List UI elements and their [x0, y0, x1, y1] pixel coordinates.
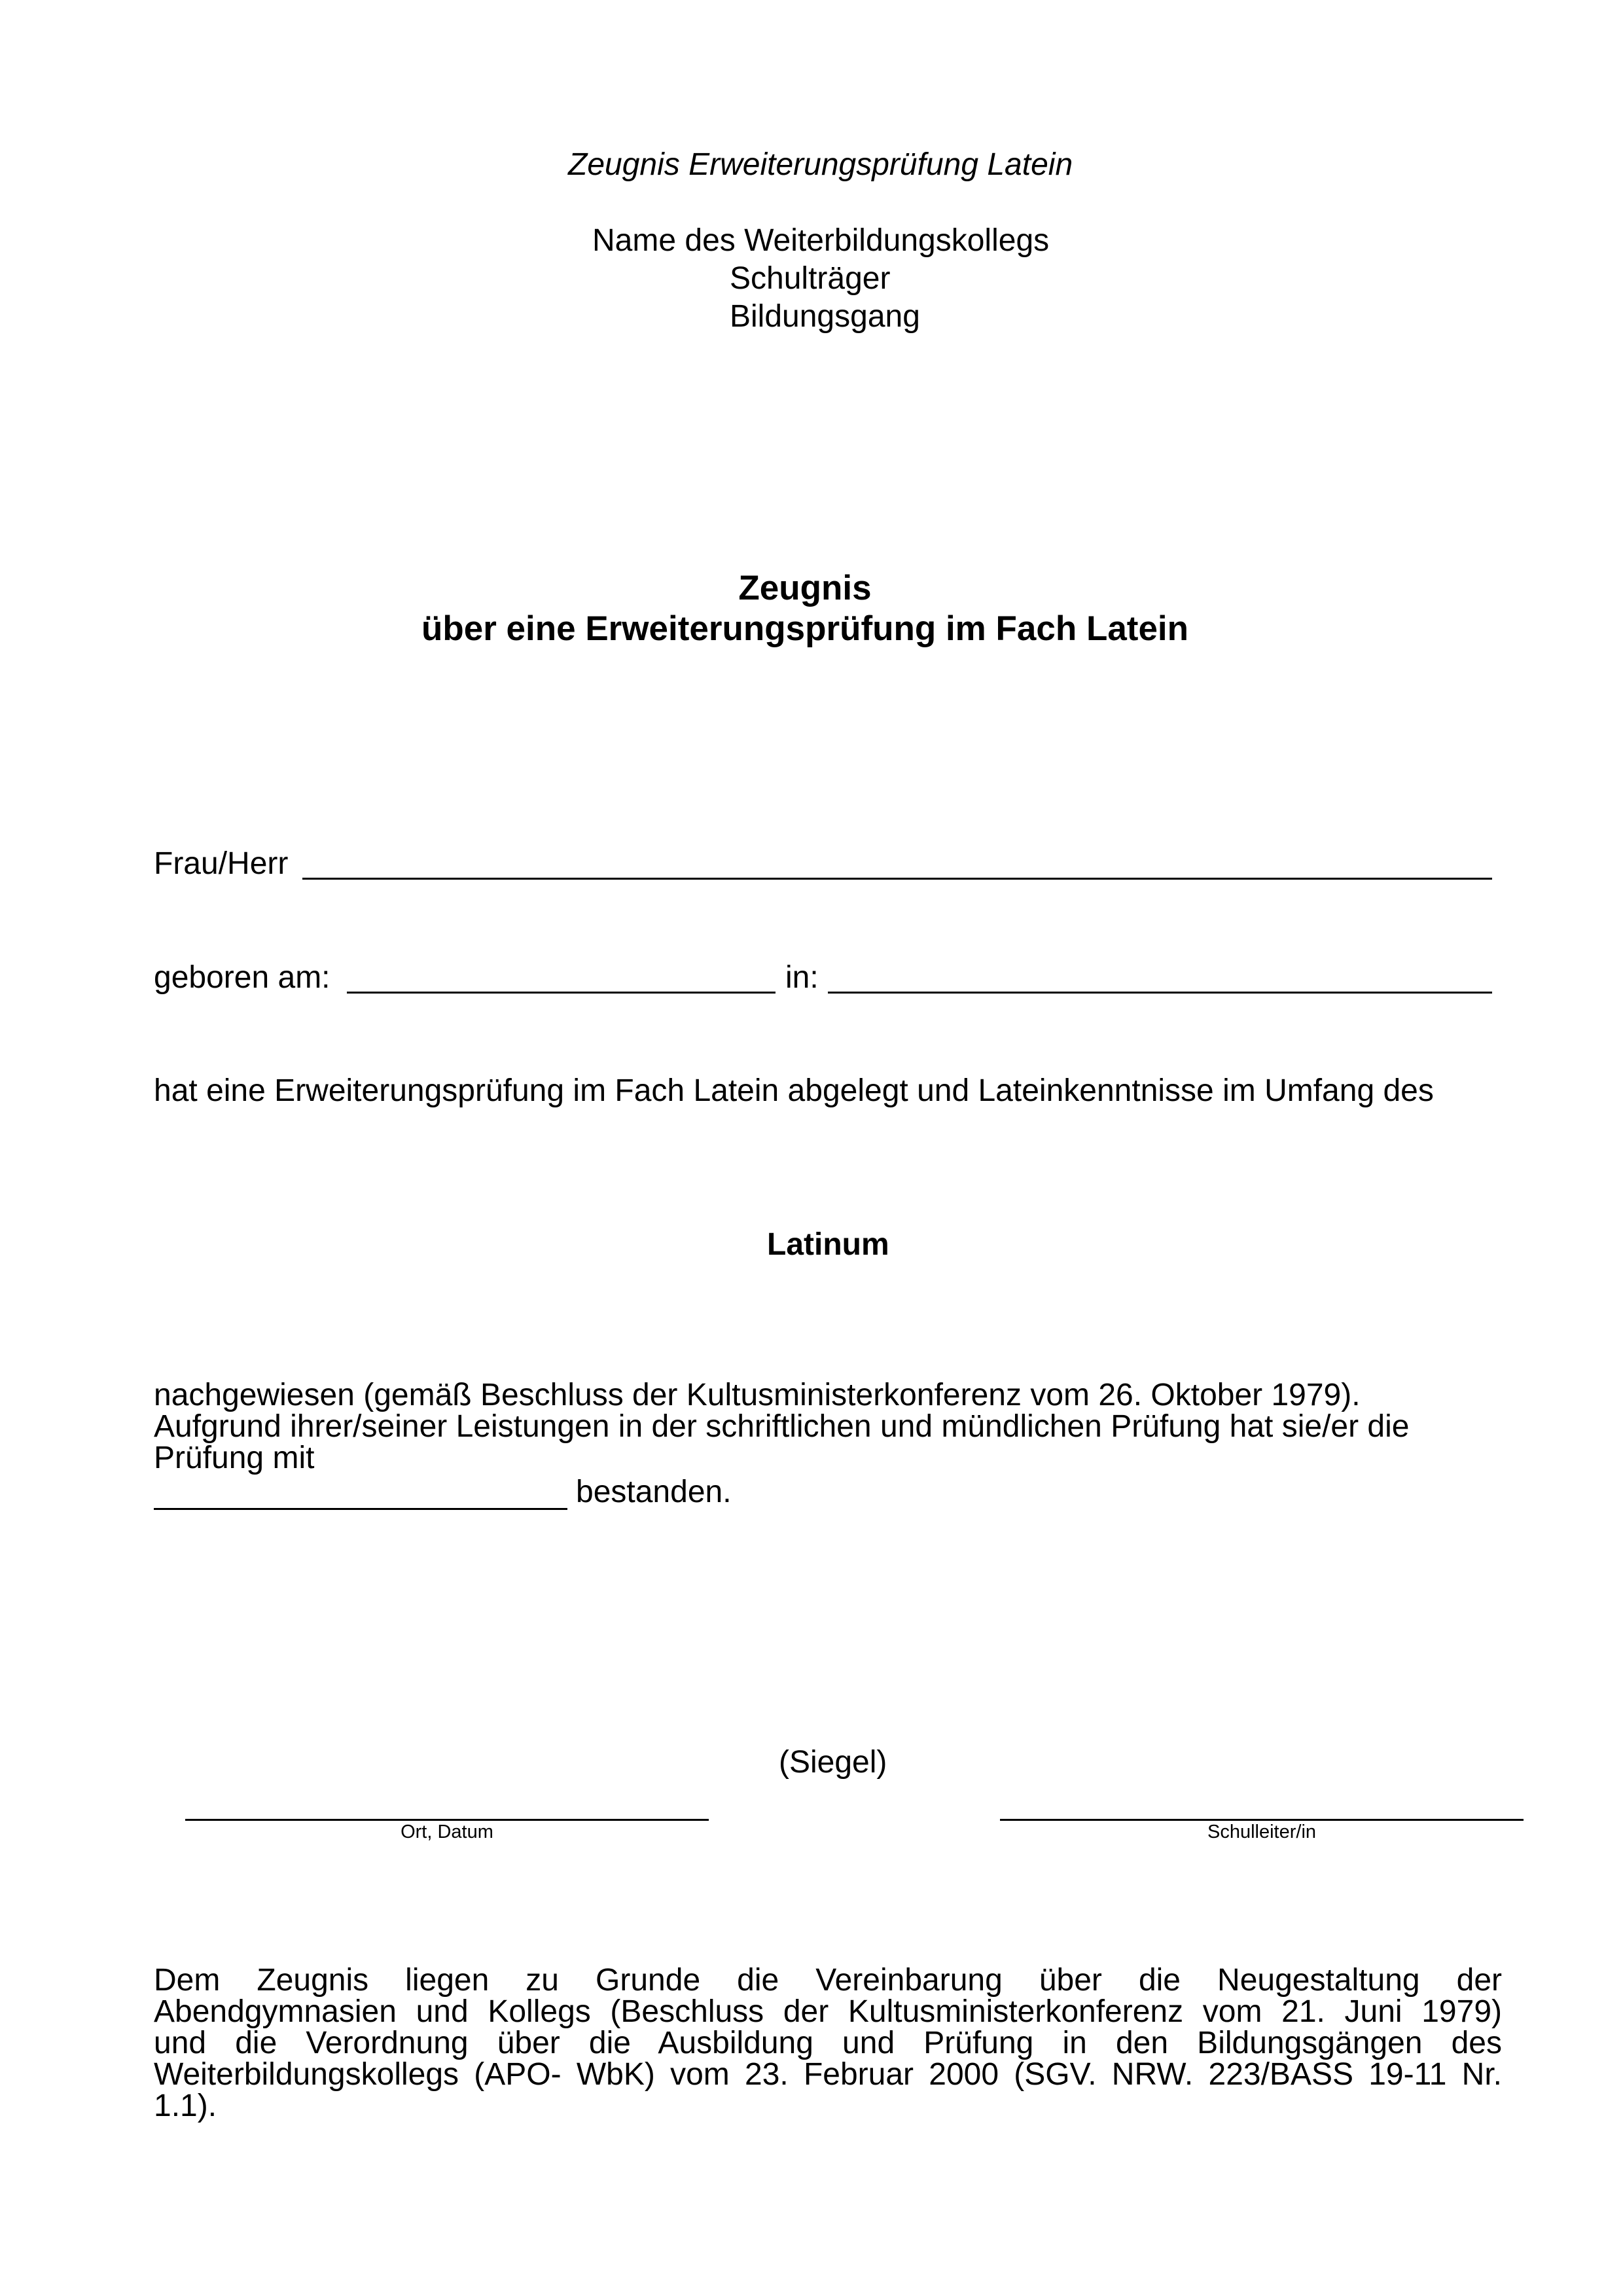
proof-line: nachgewiesen (gemäß Beschluss der Kultusministerkonferenz vom 26. Oktober 1979).	[154, 1378, 1361, 1412]
school-carrier: Schulträger	[730, 261, 891, 296]
seal-label: (Siegel)	[779, 1745, 887, 1780]
education-track: Bildungsgang	[730, 299, 920, 334]
principal-caption: Schulleiter/in	[1207, 1821, 1317, 1842]
certificate-title: Zeugnis	[738, 569, 872, 607]
performance-line: Aufgrund ihrer/seiner Leistungen in der schriftlichen und mündlichen Prüfung hat sie/er die	[154, 1409, 1410, 1444]
birth-place-label: in:	[785, 960, 819, 995]
statement-text: hat eine Erweiterungsprüfung im Fach Latein abgelegt und Lateinkenntnisse im Umfang des	[154, 1073, 1434, 1108]
legal-basis-line: 1.1).	[154, 2089, 217, 2123]
birth-place-blank-line[interactable]	[828, 992, 1492, 994]
legal-basis-line: Abendgymnasien und Kollegs (Beschluss der Kultusministerkonferenz vom 21. Juni 1979)	[154, 1994, 1502, 2029]
exam-line: Prüfung mit	[154, 1441, 315, 1475]
name-label: Frau/Herr	[154, 846, 289, 881]
legal-basis-line: Weiterbildungskollegs (APO- WbK) vom 23. Februar 2000 (SGV. NRW. 223/BASS 19-11 Nr.	[154, 2057, 1502, 2092]
document-type-heading: Zeugnis Erweiterungsprüfung Latein	[568, 147, 1073, 182]
place-date-caption: Ort, Datum	[401, 1821, 493, 1842]
legal-basis-line: und die Verordnung über die Ausbildung und Prüfung in den Bildungsgängen des	[154, 2026, 1502, 2060]
certificate-subtitle: über eine Erweiterungsprüfung im Fach Latein	[421, 609, 1189, 648]
school-name: Name des Weiterbildungskollegs	[592, 223, 1050, 258]
latinum-label: Latinum	[767, 1227, 889, 1262]
name-blank-line[interactable]	[302, 878, 1492, 880]
legal-basis-line: Dem Zeugnis liegen zu Grunde die Vereinbarung über die Neugestaltung der	[154, 1963, 1502, 1998]
legal-basis-paragraph	[154, 1965, 1502, 2122]
birth-date-blank-line[interactable]	[347, 992, 776, 994]
birth-date-label: geboren am:	[154, 960, 330, 995]
passed-text: bestanden.	[576, 1475, 732, 1509]
grade-blank-line[interactable]	[154, 1508, 567, 1510]
